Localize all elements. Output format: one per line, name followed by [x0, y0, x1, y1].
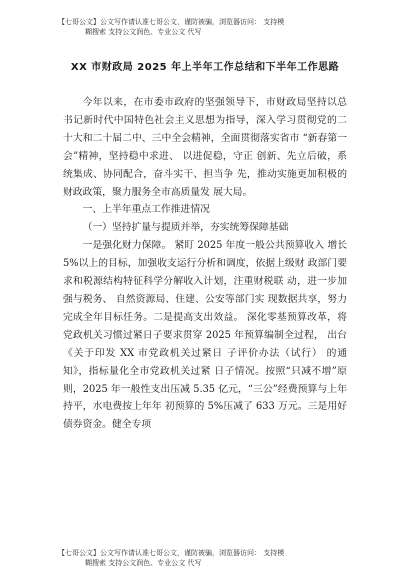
document-title: XX 市财政局 2025 年上半年工作总结和下半年工作思路 [70, 62, 340, 73]
footer-banner-line-1: 【七哥公文】公文写作请认准七哥公文，谨防被骗，浏览器访问： 支持模 [58, 549, 285, 557]
body-paragraph-1: 一是强化财力保障。 紧盯 2025 年度一般公共预算收入 增长 5%以上的目标，加强收支运行分析和调度，依据上级财 政部门要求和税源结构特征科学分解收入计划，注重财税联 动，进一步加强与税务、 自然资源局、住建、公安等部门实 现数据共享，努力完成全年目标任务。二是提高支出效益。 深化零基预算改革，将党政机关习惯过紧日子要求贯穿 2025 年预算编制全过程， 出台《关于印发 XX 市党政机关过紧日 子评价办法（试行） 的通知》，指标量化全市党政机关过紧 日子情况。按照“只减不增”原则，2025 年一般性支出压减 5.35 亿元，“三公”经费预算与上年持平，水电费按上年年 初预算的 5%压减了 633 万元。三是用好债券资金。健全专项 [63, 240, 347, 431]
header-banner [58, 17, 358, 37]
footer-banner-line-2: 糊搜索 支持公文润色、专业公文 代写 [85, 559, 202, 567]
header-banner-line-1: 【七哥公文】公文写作请认准七哥公文，谨防被骗，浏览器访问： 支持模 [58, 18, 285, 26]
subsection-heading-1: （一）坚持扩量与提质并举，夯实统筹保障基础 [82, 222, 289, 234]
document-body [63, 94, 347, 434]
header-banner-line-2: 糊搜索 支持公文润色、专业公文 代写 [85, 28, 202, 36]
intro-paragraph: 今年以来，在市委市政府的坚强领导下，市财政局坚持以总书记新时代中国特色社会主义思想为指导，深入学习贯彻党的二十大和二十届二中、三中全会精神，全面贯彻落实省市 “新春第一会”精神，坚持稳中求进、 以进促稳，守正 创新、先立后破，系统集成、协同配合，奋斗实干、担当争 先，推动实施更加积极的财政政策，聚力服务全市高质量发 展大局。 [63, 97, 347, 198]
footer-banner [58, 548, 358, 568]
section-heading-1: 一、上半年重点工作推进情况 [82, 204, 210, 216]
